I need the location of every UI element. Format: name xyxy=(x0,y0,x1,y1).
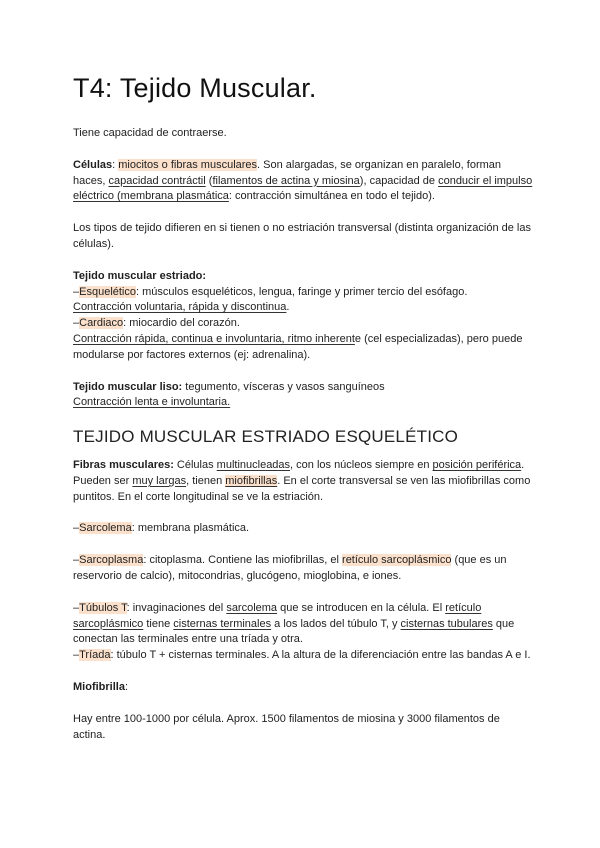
esqueletico-line: –Esquelético: músculos esqueléticos, lengua, faringe y primer tercio del esófago. xyxy=(73,285,468,298)
highlight-sarcoplasma: Sarcoplasma xyxy=(79,554,144,567)
highlight-sarcolema: Sarcolema xyxy=(79,522,132,535)
highlight-esqueletico: Esquelético xyxy=(79,285,136,298)
tipos-paragraph: Los tipos de tejido difieren en si tienen o no estriación transversal (distinta organización de las células). xyxy=(73,222,531,250)
tubulos-paragraph: –Túbulos T: invaginaciones del sarcolema que se introducen en la célula. El retículo sarcoplásmico tiene cisternas terminales a los lados del túbulo T, y cisternas tubulares que conectan las terminales entre una tríada y otra. xyxy=(73,601,515,646)
underline-sarcolema: sarcolema xyxy=(226,601,278,614)
celulas-paragraph: Células: miocitos o fibras musculares. Son alargadas, se organizan en paralelo, forman haces, capacidad contráctil (filamentos de actina y miosina), capacidad de conducir el impulso eléctrico (membrana plasmática: contracción simultánea en todo el tejido). xyxy=(73,158,533,203)
underline-contraccion-rapida: Contracción rápida, continua e involuntaria, ritmo inherent xyxy=(73,332,355,345)
underline-multinucleadas: multinucleadas xyxy=(216,458,291,471)
page-title: T4: Tejido Muscular. xyxy=(73,73,317,103)
miofibrilla-heading: Miofibrilla: xyxy=(73,680,129,693)
intro-paragraph: Tiene capacidad de contraerse. xyxy=(73,127,227,139)
highlight-tubulos: Túbulos T xyxy=(79,601,127,614)
liso-heading: Tejido muscular liso: xyxy=(73,380,183,393)
highlight-miofibrillas: miofibrillas xyxy=(225,474,278,487)
celulas-label: Células xyxy=(73,158,113,171)
underline-posicion: posición periférica xyxy=(432,458,522,471)
rapida-paragraph: Contracción rápida, continua e involuntaria, ritmo inherente (cel especializadas), pero puede modularse por factores externos (ej: adrenalina). xyxy=(73,332,523,361)
fibras-paragraph: Fibras musculares: Células multinucleadas, con los núcleos siempre en posición periférica. Pueden ser muy largas, tienen miofibrillas. En el corte transversal se ven las miofibrillas como puntitos. En el corte longitudinal se ve la estriación. xyxy=(73,458,531,503)
liso-line: Tejido muscular liso: tegumento, vísceras y vasos sanguíneos xyxy=(73,380,385,393)
voluntaria-line: Contracción voluntaria, rápida y discontinua. xyxy=(73,301,290,314)
highlight-triada: Tríada xyxy=(79,649,111,662)
underline-muy-largas: muy largas xyxy=(132,474,187,487)
underline-cisternas-terminales: cisternas terminales xyxy=(173,617,272,630)
cardiaco-line: –Cardiaco: miocardio del corazón. xyxy=(73,317,240,330)
highlight-cardiaco: Cardiaco xyxy=(79,317,124,330)
underline-conducir: conducir el impulso eléctrico (membrana plasmática xyxy=(73,174,533,203)
miofibrilla-paragraph: Hay entre 100-1000 por célula. Aprox. 1500 filamentos de miosina y 3000 filamentos de actina. xyxy=(73,712,500,741)
underline-reticulo: retículo sarcoplásmico xyxy=(73,601,482,630)
estriado-heading: Tejido muscular estriado: xyxy=(73,269,207,282)
underline-contraccion-lenta: Contracción lenta e involuntaria. xyxy=(73,396,231,409)
document-body xyxy=(73,126,533,743)
highlight-miocitos: miocitos o fibras musculares xyxy=(118,158,258,171)
highlight-reticulo: retículo sarcoplásmico xyxy=(342,554,452,567)
underline-capacidad: capacidad contráctil xyxy=(108,174,206,187)
underline-contraccion-voluntaria: Contracción voluntaria, rápida y discontinua xyxy=(73,301,287,314)
liso-contraccion-line xyxy=(73,395,533,411)
sarcolema-line: –Sarcolema: membrana plasmática. xyxy=(73,522,250,535)
underline-cisternas-tubulares: cisternas tubulares xyxy=(400,617,493,630)
triada-paragraph: –Tríada: túbulo T + cisternas terminales. A la altura de la diferenciación entre las bandas A e I. xyxy=(73,649,531,662)
section-title: TEJIDO MUSCULAR ESTRIADO ESQUELÉTICO xyxy=(73,427,459,447)
fibras-label: Fibras musculares: xyxy=(73,458,174,471)
underline-filamentos: filamentos de actina y miosina xyxy=(212,174,360,187)
sarcoplasma-paragraph: –Sarcoplasma: citoplasma. Contiene las miofibrillas, el retículo sarcoplásmico (que es un reservorio de calcio), mitocondrias, glucógeno, mioglobina, e iones. xyxy=(73,554,507,582)
